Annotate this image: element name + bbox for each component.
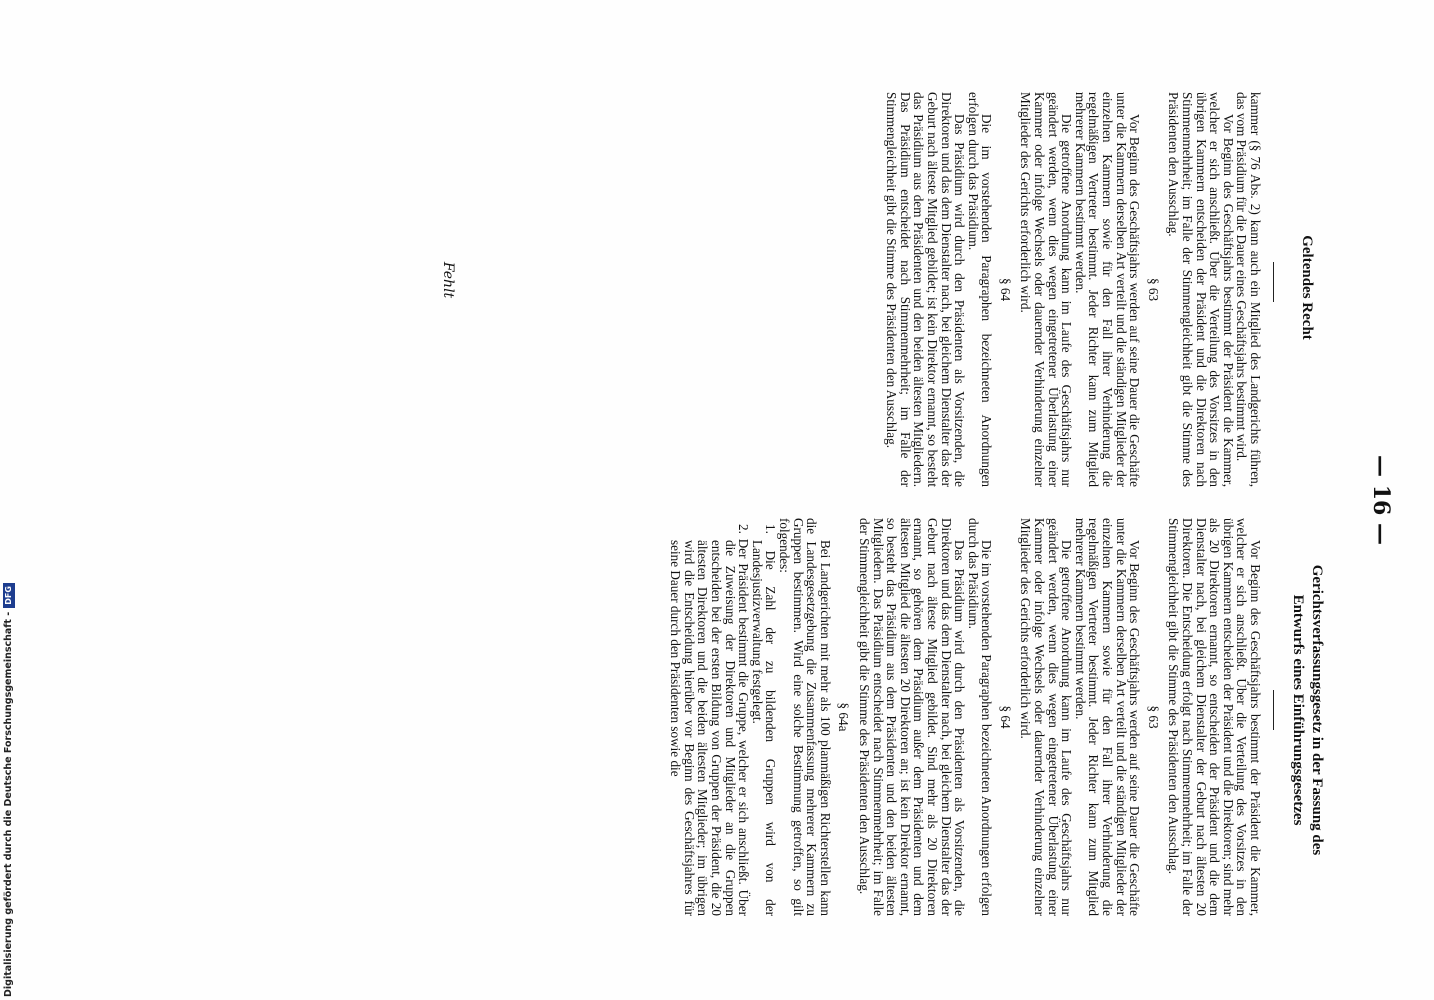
right-sec63-para-1: Vor Beginn des Geschäftsjahrs werden auf seine Dauer die Geschäfte unter die Kammern derselben Art verteilt und die ständigen Mitglieder der einzelnen Kammern sowie für den Fall ihrer Verhinderung die regelmäßigen Vertreter bestimmt. Jeder Richter kann zum Mitglied mehrerer Kammern bestimmt werden. xyxy=(1072,518,1143,916)
left-section-63-title: § 63 xyxy=(1145,277,1161,302)
right-sec64-para-2: Das Präsidium wird durch den Präsidenten als Vorsitzenden, die Direktoren und das dem Dienstalter nach, bei gleichem Dienstalter das der Geburt nach älteste Mitglied gebildet. Sind mehr als 20 Direktoren ernannt, so gehören dem Präsidium außer dem Präsidenten und dem ältesten Mitglied die ältesten 20 Direktoren an; ist kein Direktor ernannt, so besteht das Präsidium aus dem Präsidenten und den beiden ältesten Mitgliedern. Das Präsidium entscheidet nach Stimmenmehrheit; im Falle der Stimmengleichheit gibt die Stimme des Präsidenten den Ausschlag. xyxy=(856,518,968,916)
right-section-64-title: § 64 xyxy=(997,705,1013,729)
page-number: — 16 — xyxy=(1368,455,1394,545)
right-sec63-para-2: Die getroffene Anordnung kann im Laufe des Geschäftsjahrs nur geändert werden, wenn dies wegen eingetretener Überlastung einer Kammer oder infolge Wechsels oder dauernder Verhinderung einzelner Mitglieder des Gerichts erforderlich wird. xyxy=(1018,518,1075,916)
right-sec64-para-1: Die im vorstehenden Paragraphen bezeichneten Anordnungen erfolgen durch das Präsidium. xyxy=(965,518,995,916)
left-sec64-para-2: Das Präsidium wird durch den Präsidenten als Vorsitzenden, die Direktoren und das dem Dienstalter nach, bei gleichem Dienstalter das der Geburt nach älteste Mitglied gebildet; ist kein Direktor ernannt, so besteht das Präsidium aus dem Präsidenten und den beiden ältesten Mitgliedern. Das Präsidium entscheidet nach Stimmenmehrheit; im Falle der Stimmengleichheit gibt die Stimme des Präsidenten den Ausschlag. xyxy=(884,92,968,487)
left-para-1: kammer (§ 76 Abs. 2) kann auch ein Mitglied des Landgerichts führen, das vom Präsidium für die Dauer eines Geschäftsjahrs bestimmt wird. xyxy=(1234,92,1263,487)
left-para-2: Vor Beginn des Geschäftsjahrs bestimmt der Präsident die Kammer, welcher er sich anschließt. Über die Verteilung des Vorsitzes in den übrigen Kammern entscheiden der Präsident und die Direktoren nach Stimmenmehrheit; im Falle der Stimmengleichheit gibt die Stimme des Präsidenten den Ausschlag. xyxy=(1166,92,1236,487)
credit-text: Digitalisierung gefördert durch die Deutsche Forschungsgemeinschaft - xyxy=(3,611,14,997)
right-sec64a-item-2: 2. Der Präsident bestimmt die Gruppe, welcher er sich anschließt. Über die Zuweisung der Direktoren und Mitglieder an die Gruppen entscheiden bei der ersten Bildung von Gruppen der Präsident, die 20 ältesten Direktoren und die beiden ältesten Mitglieder; im übrigen wird die Entscheidung hierüber vor Beginn des Geschäftsjahres für seine Dauer durch den Präsidenten sowie die xyxy=(668,524,752,916)
left-heading-rule xyxy=(1273,262,1274,302)
right-sec64a-intro: Bei Landgerichten mit mehr als 100 planmäßigen Richterstellen kann die Landesgesetzgebung die Zusammenfassung mehrerer Kammern zu Gruppen bestimmen. Wird eine solche Bestimmung getroffen, so gilt folgendes: xyxy=(777,518,833,916)
left-sec64-para-1: Die im vorstehenden Paragraphen bezeichneten Anordnungen erfolgen durch das Präsidium. xyxy=(965,92,995,487)
right-column-text xyxy=(669,518,1262,916)
left-sec63-para-2: Die getroffene Anordnung kann im Laufe des Geschäftsjahrs nur geändert werden, wenn dies wegen eingetretener Überlastung einer Kammer oder infolge Wechsels oder dauernder Verhinderung einzelner Mitglieder des Gerichts erforderlich wird. xyxy=(1018,92,1075,487)
right-sec64a-item-1: 1. Die Zahl der zu bildenden Gruppen wird von der Landesjustizverwaltung festgelegt. xyxy=(749,524,779,916)
right-column-heading xyxy=(1288,500,1326,920)
digitization-credit xyxy=(2,586,16,997)
left-column-text xyxy=(885,92,1262,487)
right-section-64a-title: § 64a xyxy=(836,702,852,732)
right-section-63-title: § 63 xyxy=(1145,705,1161,729)
right-heading-line-2: Entwurfs eines Einführungsgesetzes xyxy=(1290,594,1306,826)
right-para-1: Vor Beginn des Geschäftsjahrs bestimmt der Präsident die Kammer, welcher er sich anschließt. Über die Verteilung des Vorsitzes in den übrigen Kammern entscheiden der Präsident und die Direktoren; sind mehr als 20 Direktoren ernannt, so entscheiden der Präsident und die dem Dienstalter nach, bei gleichem Dienstalter der Geburt nach ältesten 20 Direktoren. Die Entscheidung erfolgt nach Stimmenmehrheit; im Falle der Stimmengleichheit gibt die Stimme des Präsidenten den Ausschlag. xyxy=(1166,518,1263,916)
left-section-64-title: § 64 xyxy=(997,277,1013,302)
right-heading-rule xyxy=(1273,690,1274,730)
fehlt-note: Fehlt xyxy=(440,261,456,299)
left-sec63-para-1: Vor Beginn des Geschäftsjahrs werden auf seine Dauer die Geschäfte unter die Kammern derselben Art verteilt und die ständigen Mitglieder der einzelnen Kammern sowie für den Fall ihrer Verhinderung die regelmäßigen Vertreter bestimmt. Jeder Richter kann zum Mitglied mehrerer Kammern bestimmt werden. xyxy=(1072,92,1143,487)
right-heading-line-1: Gerichtsverfassungsgesetz in der Fassung des xyxy=(1309,564,1325,856)
left-column-heading: Geltendes Recht xyxy=(1299,235,1315,340)
dfg-logo-icon: DFG xyxy=(3,583,15,608)
